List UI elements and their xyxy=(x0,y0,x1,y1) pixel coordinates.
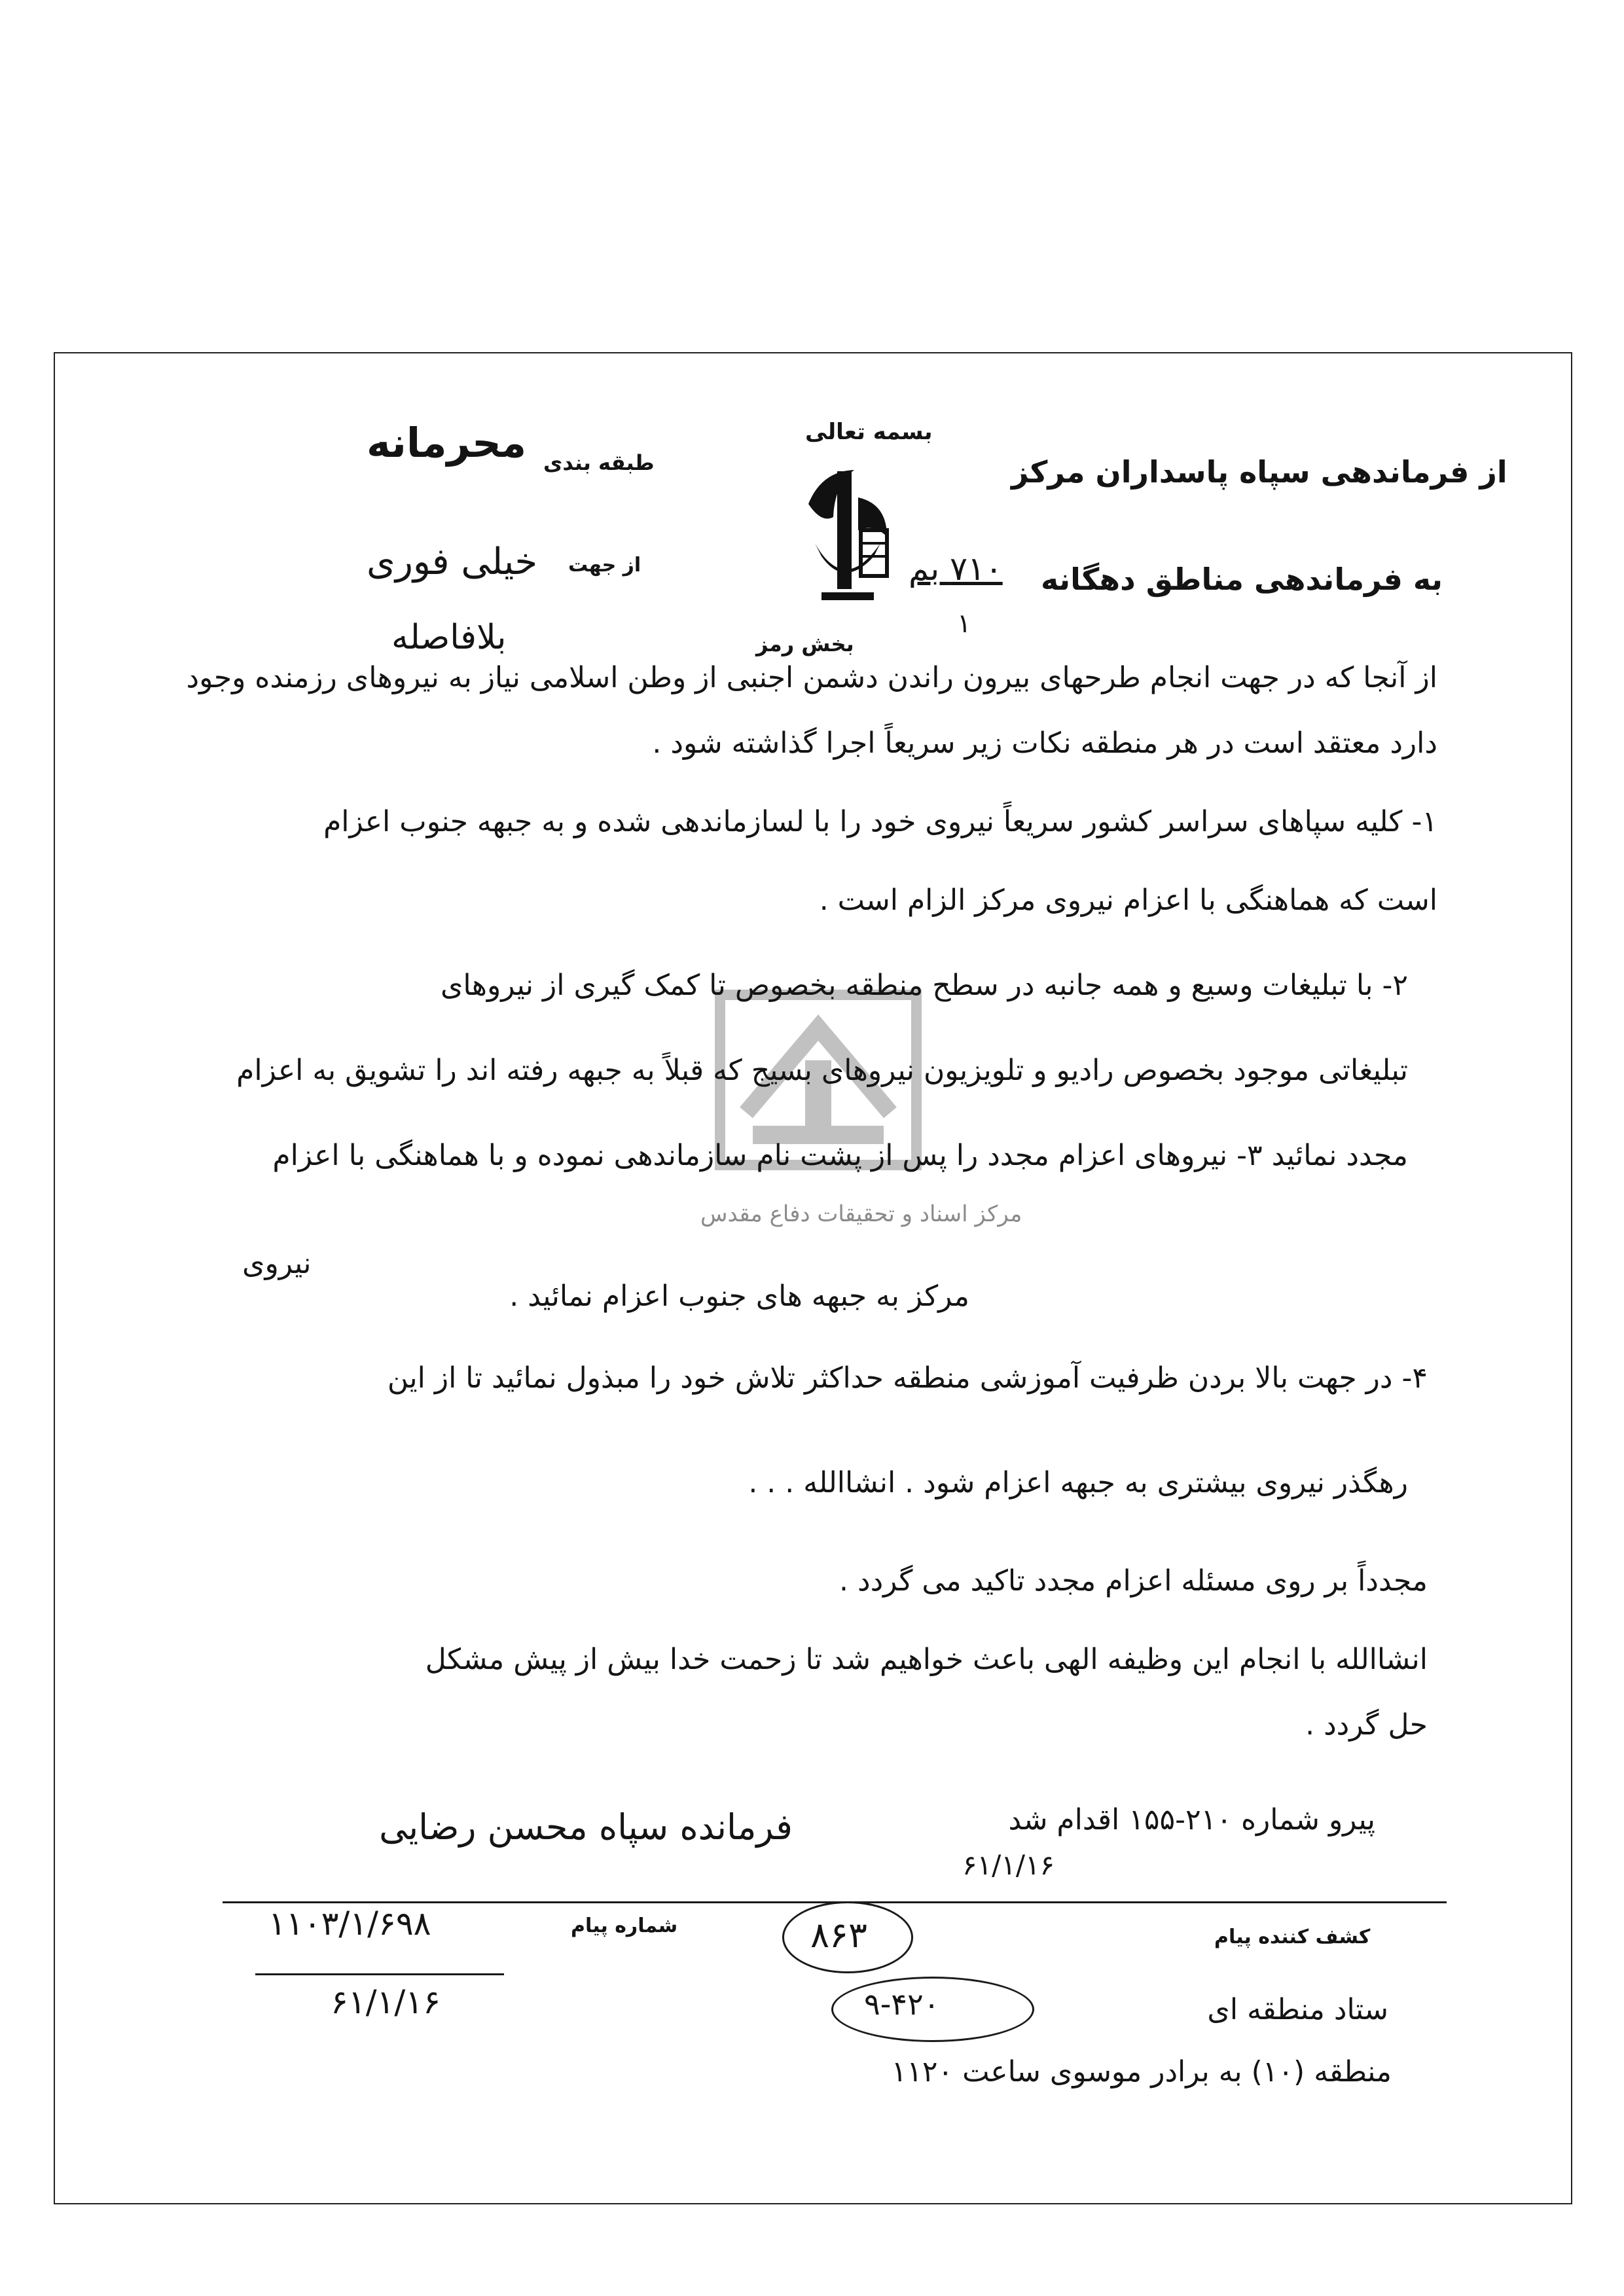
body-line: ۲- با تبلیغات وسیع و همه جانبه در سطح منطقه بخصوص تا کمک گیری از نیروهای xyxy=(440,969,1408,1002)
message-number-label: شماره پیام xyxy=(571,1914,678,1937)
to-line: به فرماندهی مناطق دهگانه xyxy=(1041,562,1443,597)
body-line: نیروی xyxy=(242,1247,312,1280)
body-line: رهگذر نیروی بیشتری به جبهه اعزام شود . انشاالله . . . xyxy=(748,1466,1408,1499)
staff-circled-number: ۹-۴۲۰ xyxy=(864,1986,940,2022)
classification-label: طبقه بندی xyxy=(543,450,655,475)
classification-value: محرمانه xyxy=(367,419,527,467)
precedence-note: بلافاصله xyxy=(391,618,507,657)
body-line: انشاالله با انجام این وظیفه الهی باعث خواهیم شد تا زحمت خدا بیش از پیش مشکل xyxy=(425,1643,1428,1676)
precedence-value: خیلی فوری xyxy=(367,541,538,583)
body-line: ۴- در جهت بالا بردن ظرفیت آموزشی منطقه حداکثر تلاش خود را مبذول نمائید تا از این xyxy=(387,1361,1428,1395)
body-line: تبلیغاتی موجود بخصوص رادیو و تلویزیون نیروهای بسیج که قبلاً به جبهه رفته اند را تشویق به اعزام xyxy=(236,1054,1408,1087)
region-line: منطقه (۱۰) به برادر موسوی ساعت ۱۱۲۰ xyxy=(891,2055,1392,2089)
irgc-emblem-icon xyxy=(795,458,900,615)
body-line: حل گردد . xyxy=(1305,1708,1428,1742)
followup-note: پیرو شماره ۲۱۰-۱۵۵ اقدام شد xyxy=(1008,1803,1375,1837)
body-line: ۱- کلیه سپاهای سراسر کشور سریعاً نیروی خود را با لسازماندهی شده و به جبهه جنوب اعزام xyxy=(323,805,1437,838)
reference-sub: ۱ xyxy=(957,609,971,639)
bismillah: بسمه تعالی xyxy=(805,419,933,445)
body-line: مرکز به جبهه های جنوب اعزام نمائید . xyxy=(509,1280,969,1313)
body-line: از آنجا که در جهت انجام طرحهای بیرون راندن دشمن اجنبی از وطن اسلامی نیاز به نیروهای رزمنده وجود xyxy=(186,661,1437,694)
body-line: دارد معتقد است در هر منطقه نکات زیر سریعاً اجرا گذاشته شود . xyxy=(652,726,1437,760)
decoder-label: کشف کننده پیام xyxy=(1214,1926,1371,1948)
signature: فرمانده سپاه محسن رضایی xyxy=(379,1806,793,1848)
precedence-label: از جهت xyxy=(568,554,641,577)
watermark-text: مرکز اسناد و تحقیقات دفاع مقدس xyxy=(700,1201,1022,1227)
reference-number: ۷۱۰ بم xyxy=(909,550,1003,588)
body-line: مجدد نمائید ۳- نیروهای اعزام مجدد را پس از پشت نام سازماندهی نموده و با هماهنگی با اعزام xyxy=(272,1139,1408,1172)
section-label: بخش رمز xyxy=(756,632,854,656)
message-number-rule xyxy=(255,1973,504,1975)
message-date-value: ۶۱/۱/۱۶ xyxy=(331,1983,441,2021)
message-number-value: ۱۱۰۳/۱/۶۹۸ xyxy=(268,1905,431,1943)
from-line: از فرماندهی سپاه پاسداران مرکز xyxy=(1011,454,1507,490)
body-line: است که هماهنگی با اعزام نیروی مرکز الزام است . xyxy=(819,884,1437,917)
followup-date: ۶۱/۱/۱۶ xyxy=(962,1849,1055,1881)
circled-number: ۸۶۳ xyxy=(810,1914,868,1956)
body-line: مجدداً بر روی مسئله اعزام مجدد تاکید می گردد . xyxy=(839,1564,1428,1598)
staff-line: ستاد منطقه ای xyxy=(1207,1993,1388,2026)
